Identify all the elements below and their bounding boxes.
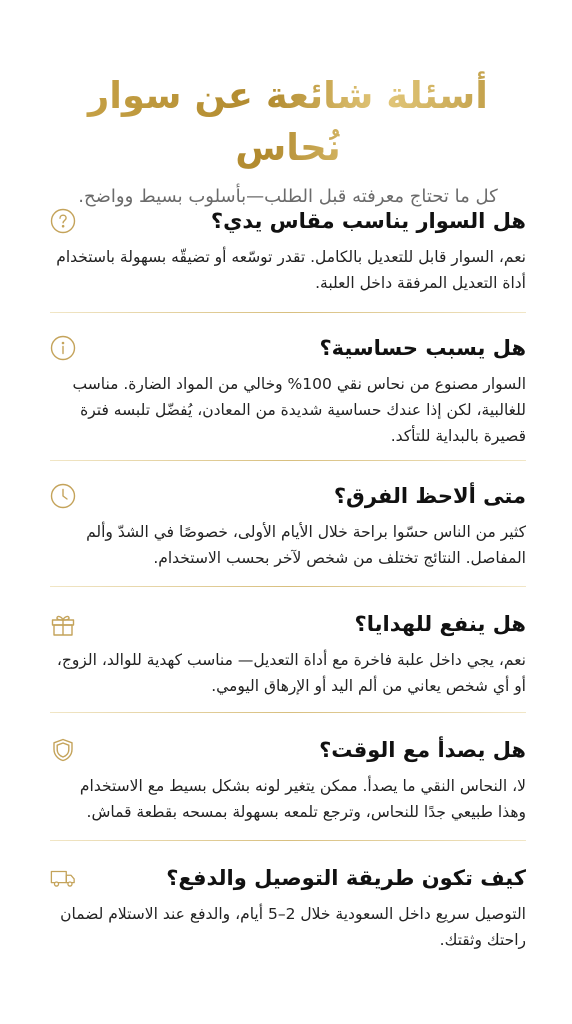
info-circle-icon <box>50 335 76 361</box>
truck-icon <box>50 865 76 891</box>
faq-question: كيف تكون طريقة التوصيل والدفع؟ <box>166 866 526 890</box>
divider <box>50 586 526 587</box>
faq-item-gift <box>50 588 526 714</box>
faq-question: هل ينفع للهدايا؟ <box>354 612 526 636</box>
faq-answer: السوار مصنوع من نحاس نقي 100% وخالي من المواد الضارة. مناسب للغالبية، لكن إذا عندك حساسية شديدة من المعادن، يُفضّل تلبسه فترة قصيرة بالبداية للتأكد. <box>72 375 526 445</box>
faq-item-results <box>50 462 526 588</box>
faq-answer: التوصيل سريع داخل السعودية خلال 2–5 أيام، والدفع عند الاستلام لضمان راحتك وثقتك. <box>60 905 526 949</box>
faq-item-delivery <box>50 842 526 972</box>
gift-icon <box>50 611 76 637</box>
faq-answer: كثير من الناس حسّوا براحة خلال الأيام الأولى، خصوصًا في الشدّ وألم المفاصل. النتائج تختلف من شخص لآخر بحسب الاستخدام. <box>86 523 526 567</box>
divider <box>50 712 526 713</box>
faq-question: هل يصدأ مع الوقت؟ <box>319 738 526 762</box>
question-circle-icon <box>50 208 76 234</box>
faq-header <box>50 0 526 210</box>
faq-question: هل السوار يناسب مقاس يدي؟ <box>210 209 526 233</box>
faq-question: متى ألاحظ الفرق؟ <box>333 484 526 508</box>
faq-item-rust <box>50 714 526 842</box>
faq-list <box>50 185 526 972</box>
page-subtitle: كل ما تحتاج معرفته قبل الطلب—بأسلوب بسيط وواضح. <box>78 186 498 207</box>
faq-item-allergy <box>50 314 526 462</box>
divider <box>50 460 526 461</box>
divider <box>50 312 526 313</box>
shield-icon <box>50 737 76 763</box>
faq-answer: نعم، السوار قابل للتعديل بالكامل. تقدر توسّعه أو تضيقّه بسهولة باستخدام أداة التعديل المرفقة داخل العلبة. <box>56 248 526 292</box>
faq-question: هل يسبب حساسية؟ <box>319 336 526 360</box>
divider <box>50 840 526 841</box>
clock-icon <box>50 483 76 509</box>
faq-answer: نعم، يجي داخل علبة فاخرة مع أداة التعديل— مناسب كهدية للوالد، الزوج، أو أي شخص يعاني من ألم اليد أو الإرهاق اليومي. <box>56 651 526 695</box>
page-title: أسئلة شائعة عن سوار نُحاس <box>50 70 526 174</box>
faq-answer: لا، النحاس النقي ما يصدأ. ممكن يتغير لونه بشكل بسيط مع الاستخدام وهذا طبيعي جدًا للنحاس، وترجع تلمعه بسهولة بمسحه بقطعة قماش. <box>79 777 526 821</box>
faq-item-size <box>50 185 526 314</box>
